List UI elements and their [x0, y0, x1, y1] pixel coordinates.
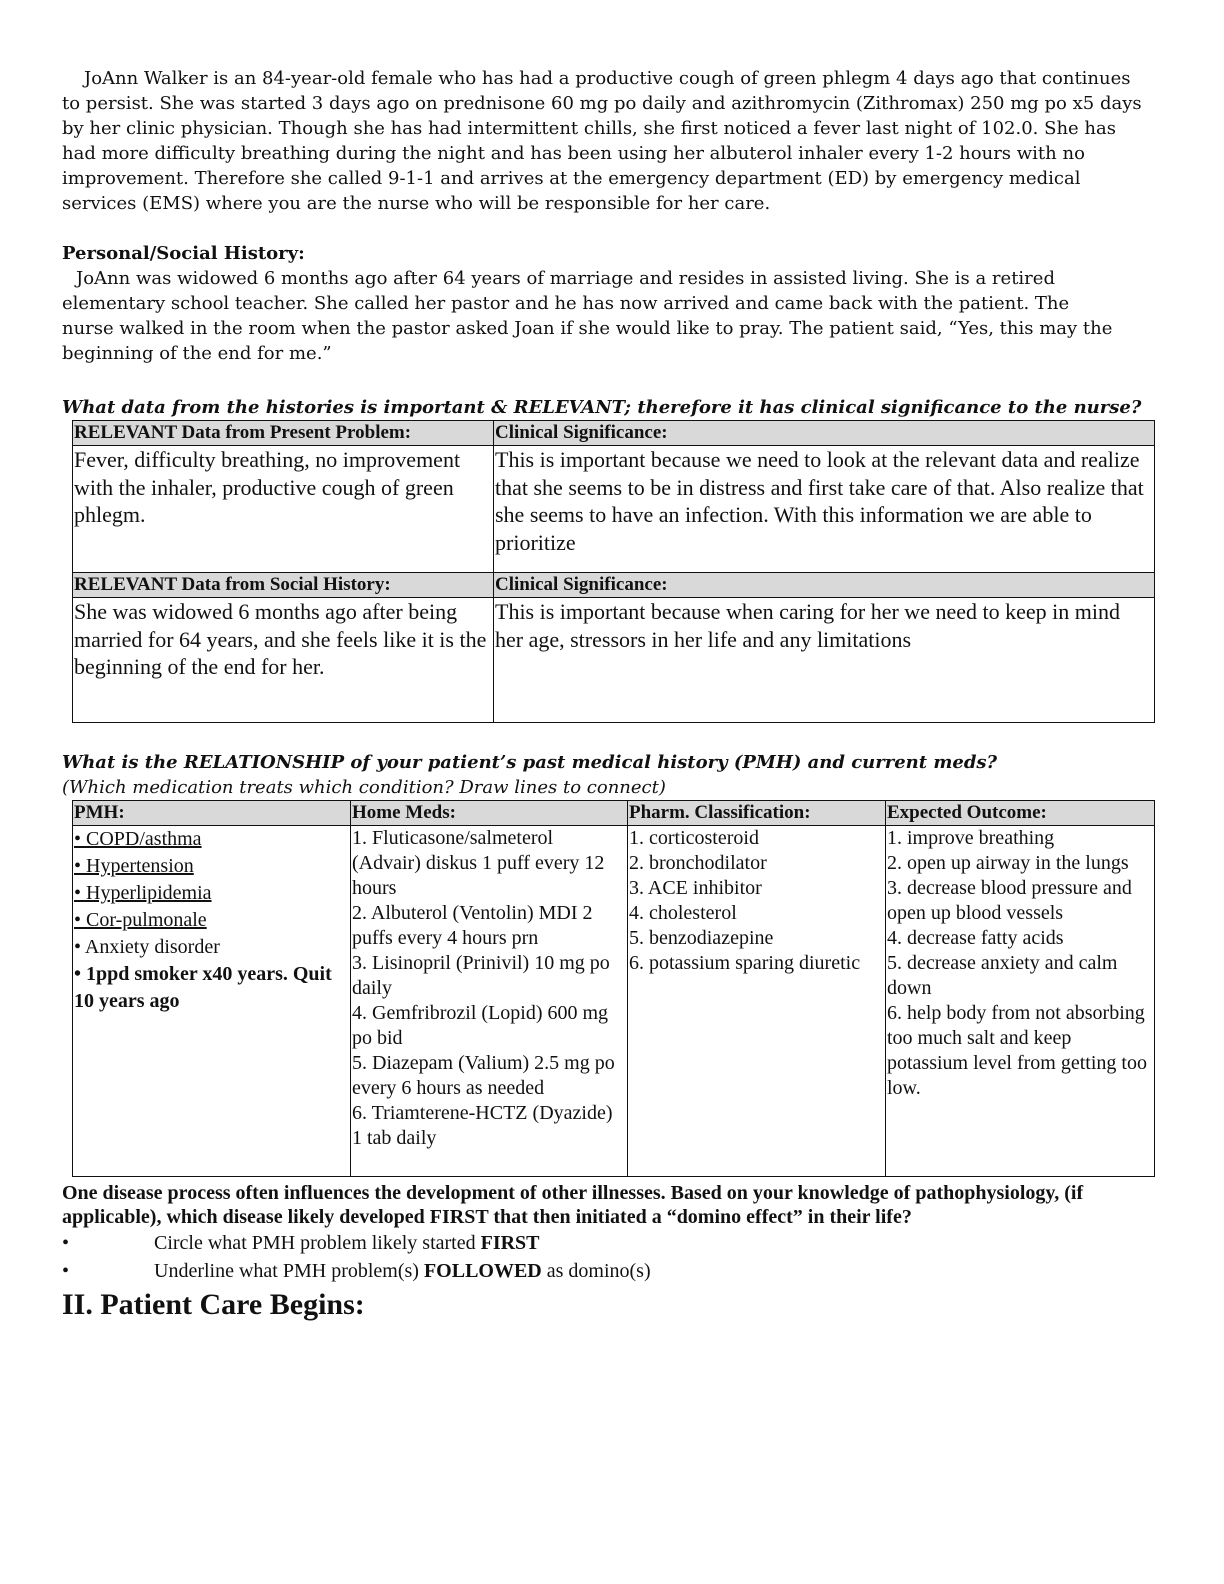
expected-outcome-cell	[886, 826, 1155, 1177]
domino-instructions	[62, 1229, 1154, 1285]
relevance-question: What data from the histories is important & RELEVANT; therefore it has clinical significance to the nurse?	[62, 397, 1142, 418]
social-significance-text: This is important because when caring for her we need to keep in mind her age, stressors in her life and any limitations	[494, 598, 1155, 723]
pmh-item: • 1ppd smoker x40 years. Quit 10 years ago	[74, 963, 332, 1012]
domino-question: One disease process often influences the development of other illnesses. Based on your knowledge of pathophysiology, (if applicable), which disease likely developed FIRST that then initiated a “domino effect” in their life?	[62, 1182, 1084, 1228]
med-item: 2. Albuterol (Ventolin) MDI 2 puffs every 4 hours prn	[352, 902, 593, 949]
relationship-question: What is the RELATIONSHIP of your patient’s past medical history (PMH) and current meds?	[62, 752, 998, 773]
pmh-header: PMH:	[73, 801, 351, 826]
bullet-icon: •	[62, 1232, 70, 1254]
social-history-heading: Personal/Social History:	[62, 243, 305, 264]
list-item: • Circle what PMH problem likely started FIRST	[62, 1229, 1154, 1257]
outcome-item: 3. decrease blood pressure and open up blood vessels	[887, 877, 1132, 924]
pharm-class-header: Pharm. Classification:	[628, 801, 886, 826]
section-heading: II. Patient Care Begins:	[62, 1288, 365, 1321]
present-problem-header: RELEVANT Data from Present Problem:	[73, 421, 494, 446]
home-meds-header: Home Meds:	[351, 801, 628, 826]
social-significance-header: Clinical Significance:	[494, 573, 1155, 598]
med-item: 5. Diazepam (Valium) 2.5 mg po every 6 hours as needed	[352, 1052, 615, 1099]
pmh-item: • COPD/asthma	[74, 828, 202, 850]
present-problem-data: Fever, difficulty breathing, no improvement with the inhaler, productive cough of green phlegm.	[73, 446, 494, 573]
class-item: 2. bronchodilator	[629, 852, 767, 874]
pmh-item: • Anxiety disorder	[74, 936, 220, 958]
relationship-subquestion: (Which medication treats which condition? Draw lines to connect)	[62, 777, 666, 798]
document-page	[62, 66, 1154, 1323]
med-item: 4. Gemfribrozil (Lopid) 600 mg po bid	[352, 1002, 609, 1049]
class-item: 4. cholesterol	[629, 902, 737, 924]
pmh-item: • Hyperlipidemia	[74, 882, 212, 904]
bullet-icon: •	[62, 1260, 70, 1282]
pmh-cell	[73, 826, 351, 1177]
present-significance-header: Clinical Significance:	[494, 421, 1155, 446]
list-item: • Underline what PMH problem(s) FOLLOWED as domino(s)	[62, 1257, 1154, 1285]
pmh-meds-table	[72, 800, 1155, 1177]
class-item: 3. ACE inhibitor	[629, 877, 762, 899]
present-significance-text: This is important because we need to look at the relevant data and realize that she seems to be in distress and first take care of that. Also realize that she seems to have an infection. With this information we are able to prioritize	[494, 446, 1155, 573]
med-item: 1. Fluticasone/salmeterol (Advair) diskus 1 puff every 12 hours	[352, 827, 605, 899]
case-intro-paragraph: JoAnn Walker is an 84-year-old female who has had a productive cough of green phlegm 4 days ago that continues to persist. She was started 3 days ago on prednisone 60 mg po daily and azithromycin (Zithromax) 250 mg po x5 days by her clinic physician. Though she has had intermittent chills, she first noticed a fever last night of 102.0. She has had more difficulty breathing during the night and has been using her albuterol inhaler every 1-2 hours with no improvement. Therefore she called 9-1-1 and arrives at the emergency department (ED) by emergency medical services (EMS) where you are the nurse who will be responsible for her care.	[62, 68, 1142, 214]
outcome-item: 5. decrease anxiety and calm down	[887, 952, 1118, 999]
outcome-item: 4. decrease fatty acids	[887, 927, 1064, 949]
relevance-table	[72, 420, 1155, 723]
outcome-item: 6. help body from not absorbing too much salt and keep potassium level from getting too low.	[887, 1002, 1147, 1099]
class-item: 1. corticosteroid	[629, 827, 759, 849]
social-history-paragraph	[62, 266, 1122, 366]
home-meds-cell	[351, 826, 628, 1177]
med-item: 6. Triamterene-HCTZ (Dyazide) 1 tab daily	[352, 1102, 613, 1149]
class-item: 5. benzodiazepine	[629, 927, 774, 949]
social-history-text: JoAnn was widowed 6 months ago after 64 years of marriage and resides in assisted living. She is a retired elementary school teacher. She called her pastor and he has now arrived and came back with the patient. The nurse walked in the room when the pastor asked Joan if she would like to pray. The patient said, “Yes, this may the beginning of the end for me.”	[62, 268, 1113, 364]
social-history-data: She was widowed 6 months ago after being married for 64 years, and she feels like it is the beginning of the end for her.	[73, 598, 494, 723]
pmh-item: • Cor-pulmonale	[74, 909, 207, 931]
pmh-item: • Hypertension	[74, 855, 194, 877]
social-history-data-header: RELEVANT Data from Social History:	[73, 573, 494, 598]
outcome-item: 2. open up airway in the lungs	[887, 852, 1129, 874]
med-item: 3. Lisinopril (Prinivil) 10 mg po daily	[352, 952, 610, 999]
expected-outcome-header: Expected Outcome:	[886, 801, 1155, 826]
pharm-class-cell	[628, 826, 886, 1177]
class-item: 6. potassium sparing diuretic	[629, 952, 861, 974]
outcome-item: 1. improve breathing	[887, 827, 1055, 849]
